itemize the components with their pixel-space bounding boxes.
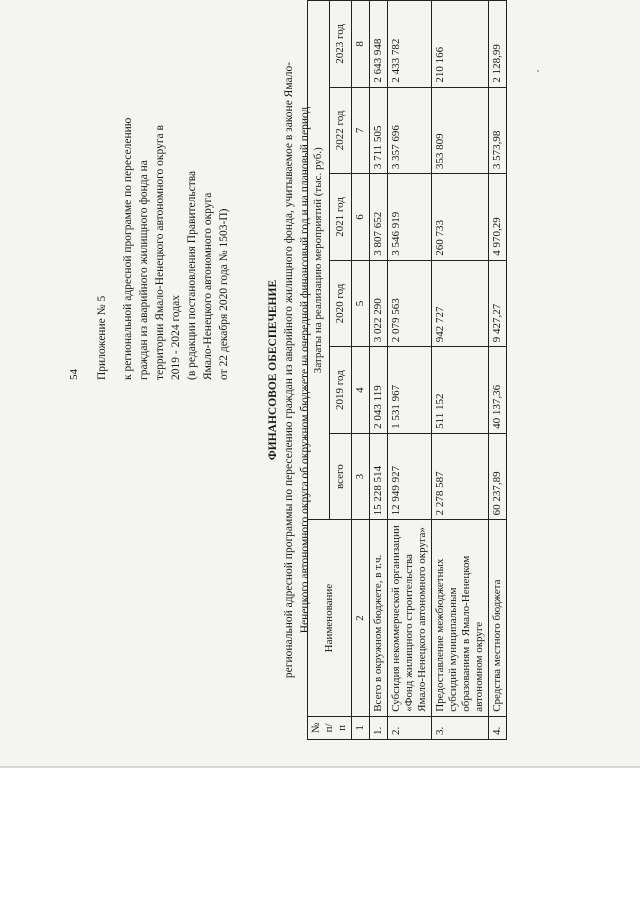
row-name: Средства местного бюджета: [489, 520, 507, 716]
header-year: 2023 год: [330, 1, 352, 88]
index-cell: 3: [352, 433, 370, 520]
row-value: 260 733: [432, 174, 489, 261]
header-name: Наименование: [308, 520, 352, 716]
appendix-title: Приложение № 5: [96, 295, 108, 380]
table-header-row: [308, 1, 330, 740]
index-cell: 6: [352, 174, 370, 261]
row-value: 353 809: [432, 87, 489, 174]
row-number: 2.: [388, 716, 432, 739]
header-no: № п/п: [308, 716, 352, 739]
row-value: 3 711 505: [370, 87, 388, 174]
row-value: 40 137,36: [489, 347, 507, 434]
header-total: всего: [330, 433, 352, 520]
row-number: 3.: [432, 716, 489, 739]
row-value: 2 643 948: [370, 1, 388, 88]
row-value: 2 079 563: [388, 260, 432, 347]
row-name: Предоставление межбюджетных субсидий муниципальным образованиям в Ямало-Ненецком автономном округе: [432, 520, 489, 716]
table-row: [370, 1, 388, 740]
row-value: 2 043 119: [370, 347, 388, 434]
table-row: [388, 1, 432, 740]
appendix-line: к региональной адресной программе по переселению: [122, 117, 134, 380]
heading-subtitle: Ненецкого автономного округа об окружном бюджете на очередной финансовый год и на плановый период: [299, 106, 311, 634]
financing-table: [307, 0, 507, 740]
row-value: 2 433 782: [388, 1, 432, 88]
index-cell: 4: [352, 347, 370, 434]
row-value: 511 152: [432, 347, 489, 434]
appendix-line: (в редакции постановления Правительства: [186, 170, 198, 380]
row-name: Всего в окружном бюджете, в т.ч.: [370, 520, 388, 716]
scan-edge: [0, 766, 640, 768]
index-row: [352, 1, 370, 740]
index-cell: 5: [352, 260, 370, 347]
index-cell: 2: [352, 520, 370, 716]
document-heading: [265, 0, 313, 740]
appendix-block: [94, 20, 232, 380]
row-number: 1.: [370, 716, 388, 739]
row-value: 15 228 514: [370, 433, 388, 520]
table-row: [489, 1, 507, 740]
row-value: 3 807 652: [370, 174, 388, 261]
appendix-line: 2019 - 2024 годах: [170, 294, 182, 380]
appendix-line: от 22 декабря 2020 года № 1503-П): [218, 208, 230, 380]
header-year: 2021 год: [330, 174, 352, 261]
row-value: 3 022 290: [370, 260, 388, 347]
appendix-line: Ямало-Ненецкого автономного округа: [202, 192, 214, 380]
row-value: 1 531 967: [388, 347, 432, 434]
row-value: 3 546 919: [388, 174, 432, 261]
page-number: 54: [68, 369, 80, 380]
row-value: 12 949 927: [388, 433, 432, 520]
heading-subtitle: региональной адресной программы по переселению граждан из аварийного жилищного фонда, учитываемое в законе Ямало-: [283, 61, 295, 679]
row-value: 60 237,89: [489, 433, 507, 520]
row-name: Субсидия некоммерческой организации «Фонд жилищного строительства Ямало-Ненецкого автономного округа»: [388, 520, 432, 716]
heading-title: ФИНАНСОВОЕ ОБЕСПЕЧЕНИЕ: [267, 279, 279, 461]
header-costs: Затраты на реализацию мероприятий (тыс. руб.): [308, 1, 330, 520]
index-cell: 7: [352, 87, 370, 174]
header-year: 2019 год: [330, 347, 352, 434]
index-cell: 8: [352, 1, 370, 88]
row-value: 9 427,27: [489, 260, 507, 347]
row-value: 210 166: [432, 1, 489, 88]
appendix-line: граждан из аварийного жилищного фонда на: [138, 160, 150, 380]
row-value: 4 970,29: [489, 174, 507, 261]
row-value: 2 278 587: [432, 433, 489, 520]
header-year: 2020 год: [330, 260, 352, 347]
table-row: [432, 1, 489, 740]
row-value: 3 573,98: [489, 87, 507, 174]
row-value: 942 727: [432, 260, 489, 347]
appendix-line: территории Ямало-Ненецкого автономного округа в: [154, 125, 166, 380]
row-number: 4.: [489, 716, 507, 739]
rotated-page-content: [60, 0, 572, 740]
row-value: 2 128,99: [489, 1, 507, 88]
header-year: 2022 год: [330, 87, 352, 174]
row-value: 3 357 696: [388, 87, 432, 174]
index-cell: 1: [352, 716, 370, 739]
